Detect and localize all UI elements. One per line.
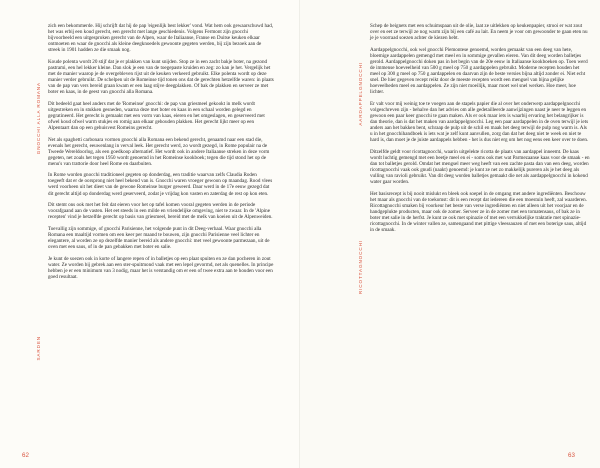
section-label: RICOTTAGNOCCHI <box>358 240 363 295</box>
paragraph: Schep de beignets met een schuimspaan uit de olie, laat ze uitlekken op keukenpapier, strooi er wat zout over en eet ze terwijl ze nog warm zijn bij een café au lait. En neem je voor om gewoonder te gaan eten nu je je voorraad soezen achter de kiezen hebt. <box>370 23 588 42</box>
section-label: SARDEN <box>36 336 41 361</box>
left-text-column <box>48 0 274 285</box>
paragraph: Dit stemt ons ook met het feit dat eieren voor het op tafel komen vooral gegeten werden in de periode voorafgaand aan de vasten. Het eet steeds in een milde en vriendelijke omgeving, niet te zwaar. In de 'Alpine recepten' vind je hetzelfde gerecht op basis van griesmeel, bereid met de melk van koeien uit de Alpenweiden. <box>48 202 273 221</box>
page-number: 62 <box>22 452 29 459</box>
right-text-column <box>370 0 590 238</box>
paragraph: In Rome worden gnocchi traditioneel gegeten op donderdag, een traditie waarvan zelfs Claudia Roden toegeeft dat er de oorsprong niet heel bekend van is. Gnocchi waren vroeger gewoon op maandag. Rood vlees werd voorheen uit het dieet van de gewone Romeinse burger geweerd. Daar werd in de 17e eeuw gezegd dat dit gerecht altijd op donderdag werd geserveerd, zodat je vrijdag kon vasten en zaterdag de rest op kon eten. <box>48 172 273 197</box>
section-label: AARDAPPELGNOCCHI <box>358 62 363 126</box>
page-number: 63 <box>568 452 575 459</box>
paragraph: Net als spaghetti carbonara vormen gnocchi alla Romana een bekend gerecht, genaamd naar een stad die, evenals het gerecht, eeuwenlang in verval leek. Het gerecht werd, zo wordt gezegd, in Rome populair na de Tweede Wereldoorlog, als een goedkoop alternatief. Het wordt ook in andere Italiaanse streken in deze vorm gegeten, net zoals het tegen 1950 wordt genoemd in het Romeinse kookboek; tegen die tijd stond het op de menu's van trattorie door heel Rome en daarbuiten. <box>48 136 270 167</box>
paragraph: Ditzelfde geldt voor ricottagnocchi, waarin uitgelekte ricotta de plaats van aardappel inneemt. De kaas wordt luchtig gemengd met een beetje meel en ei - soms ook met wat Parmezaanse kaas voor de smaak - en dan tot balletjes gerold. Omdat het mengsel meer weg heeft van een zachte pasta dan van een deeg, worden ricottagnocchi vaak ook gnudi (naakt) genoemd: je kunt ze net zo makkelijk pureren als je het deeg als vulling van ravioli gebruikt. Van dit deeg worden balletjes gemaakt die net als aardappelgnocchi in kokend water gaar worden. <box>370 148 590 185</box>
paragraph: zich een bekommerde. Hij schrijft dat hij de pap 'eigenlijk best lekker' vond. Wat hem ook gewaarschuwd had, het was erbij een koud gerecht, een gerecht met lange geschiedenis. Volgens Fermont zijn gnocchi bijvoorbeeld een uitgesproken gerecht van de Alpen, waar de Italiaanse, Franse en Duitse keuken elkaar ontmoeten en waar de gnocchi als kleine deegknoedels gewoonte gegeten werden, bij zijn bezoek aan de streek in 1901 hadden ze die smaak nog. <box>48 23 274 54</box>
paragraph: Dit bedeeld gaat heel anders met de 'Romeinse' gnocchi: de pap van griesmeel gekookt in melk wordt uitgestreken en in stukken gesneden, waarna deze met boter en kaas in een schaal worden gelegd en gegratineerd. Het gerecht is gemaakt met een vorm van kaas, eieren en het omgeslagen, en geserveerd met ofwel koud ofwel warm stukjes en romig aan elkaar gehouden plakken. Het gerecht lijkt meer op een Alpentaart dan op een gehuisvest Romeins gerecht. <box>48 100 265 131</box>
paragraph: Aardappelgnocchi, ook wel gnocchi Piemontese genoemd, worden gemaakt van een deeg van hete, bloemige aardappelen gemengd met meel en in sommige gevallen eieren. Van dit deeg worden balletjes gerold. Aardappelgnocchi doken pas in het begin van de 20e eeuw in Italiaanse kookboeken op. Toen werd de immense hoeveelheid van 500 g meel op 750 g aardappelen gebruikt. Moderne recepten houden het meel op 300 g meel op 750 g aardappelen en daarvan zijn de beste versies bijna altijd zonder ei. Niet echt snel. De hier gegeven recept reikt door de meeste recepten wordt een mengsel van bijna gelijke hoeveelheden meel en aardappelen. Ze zijn niet moeilijk, maar moet wel snel werken. Hoe meer, hoe lichter. <box>370 46 588 96</box>
right-page <box>300 0 600 468</box>
section-label: GNOCCHI ALLA ROMANA <box>36 82 41 155</box>
paragraph: Er valt voor mij weinig toe te voegen aan de stapels papier die al over het onderwerp aardappelgnocchi volgeschreven zijn - behalve dan het advies om alle gedetailleerde aanwijzingen naast je neer te leggen en gewoon een paar keer gnocchi te gaan maken. Als er ook maar iets is waarbij ervaring het belangrijker is dan theorie, dan is dat het maken van aardappelgnocchi. Leg een paar aardappelen in de oven terwijl je iets anders aan het bakken bent, schraap de pulp uit de schil en maak het deeg terwijl de pulp nog warm is. Als u in het gnocchihandboek is iets wat je zelf kunt aanvullen, zorg dan dat het deeg niet te week en niet te hard is, dan moet je de juiste aardappels hebben - het is dus niet erg om het nog eens een keer over te doen. <box>370 100 589 143</box>
paragraph: Koude polenta wordt 20 stijf dat je er plakken van kunt snijden. Stop ze in een zacht bakje boter, na gezond pastrami, een hel lekker kleine. Dan slok je een van de toegepaste kruiden en zeg: zo kan je het. Vergelijk het met de manier waarop je de overgebleven rijst uit de keuken verkeerd gebruikt. Elke polenta wordt op deze manier verder gebruikt. De schelpen uit de Romeinse tijd tonen ons dat de gerechten hetzelfde waren: in plaats van de pap van vers bereid graan kwam er een laag stijve deegplakken. Of bak de plakken en serveer ze met boter en kaas, in de geest van gnocchi alla Romana. <box>48 58 274 96</box>
paragraph: Toevallig zijn sommige, of gnocchi Parisienne, het volgende punt in dit Deeg-verhaal. Waar gnocchi alla Romana een maaltijd vormen om een keer per maand te bouwen, zijn gnocchi Parisienne veel lichter en elegantere, al worden ze op dezelfde manier bereid als andere gnocchi: met veel gewoonte parmezaan, uit de oven met een saus, of in de pan gebakken met boter en salie. <box>48 225 270 251</box>
paragraph: Het basisrecept is bij nooit mislukt en bleek ook soepel in de omgang met andere ingrediënten. Beschouw het maar als gnocchi van de toekomst: dit is een recept dat iedereen die een moestuin heeft, zal waarderen. Ricottagnocchi smaken bij voorkeur het beste van verse ingrediënten en niet alleen uit het voorjaar en de handgeplukte producten, maar ook de zomer. Serveer ze in de zomer met een tomatensaus, of bak ze in boter met salie in de herfst. Je kunt ze ook met spinazie of met een verrukkelijke traktatie met spinazie-ricottagnocchi. In de winter vallen ze, samengaand met pittige vleessauzen of met een boterige saus, altijd in de smaak. <box>370 190 587 233</box>
paragraph: Je kunt de soezen ook in korte of langere repen of in balletjes op een plaat spuiten en ze dan pocheren in zout water. Ze worden bij gebrek aan een ster-spuitmond vaak met een lepel gevormd, net als quenelles. In principe hebben je er een minimum van 3 nodig, maar het is verstandig om er een of twee extra aan te houden voor een goed resultaat. <box>48 255 274 280</box>
